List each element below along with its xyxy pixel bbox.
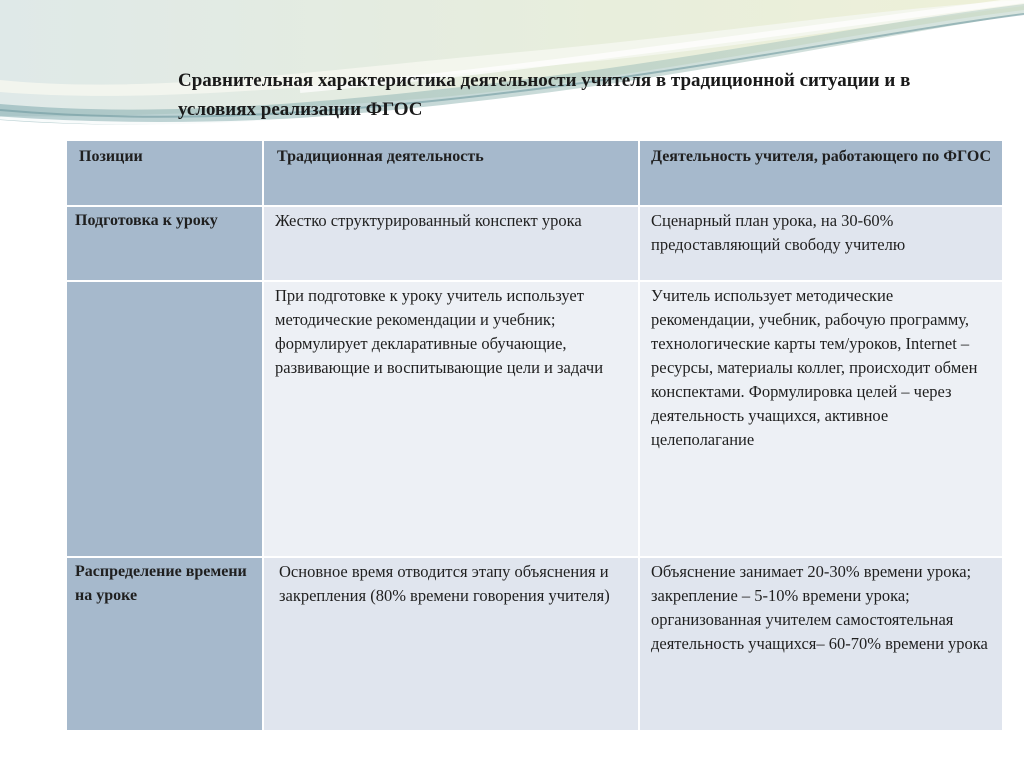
row-label-time-distribution: Распределение времени на уроке (67, 557, 263, 730)
table-header-positions: Позиции (67, 141, 263, 206)
table-header-traditional: Традиционная деятельность (263, 141, 639, 206)
cell-fgos-1: Сценарный план урока, на 30-60% предоставляющий свободу учителю (639, 206, 1002, 281)
row-label-lesson-preparation: Подготовка к уроку (67, 206, 263, 281)
cell-traditional-1: Жестко структурированный конспект урока (263, 206, 639, 281)
table-header-fgos: Деятельность учителя, работающего по ФГОС (639, 141, 1002, 206)
table-divider (638, 141, 640, 730)
cell-fgos-3: Объяснение занимает 20-30% времени урока; закрепление – 5-10% времени урока; организованная учителем самостоятельная деятельность учащихся– 60-70% времени урока (639, 557, 1002, 730)
slide-title: Сравнительная характеристика деятельности учителя в традиционной ситуации и в условиях реализации ФГОС (178, 70, 911, 120)
comparison-table (67, 141, 1002, 730)
cell-traditional-3: Основное время отводится этапу объяснения и закрепления (80% времени говорения учителя) (263, 557, 639, 730)
table-divider (67, 205, 1002, 207)
row-label-empty (67, 281, 263, 557)
cell-traditional-2: При подготовке к уроку учитель использует методические рекомендации и учебник; формулирует декларативные обучающие, развивающие и воспитывающие цели и задачи (263, 281, 639, 557)
table-divider (67, 280, 1002, 282)
table-divider (262, 141, 264, 730)
cell-fgos-2: Учитель использует методические рекомендации, учебник, рабочую программу, технологические карты тем/уроков, Internet – ресурсы, материалы коллег, происходит обмен конспектами. Формулировка целей – через деятельность учащихся, активное целеполагание (639, 281, 1002, 557)
table-divider (67, 556, 1002, 558)
